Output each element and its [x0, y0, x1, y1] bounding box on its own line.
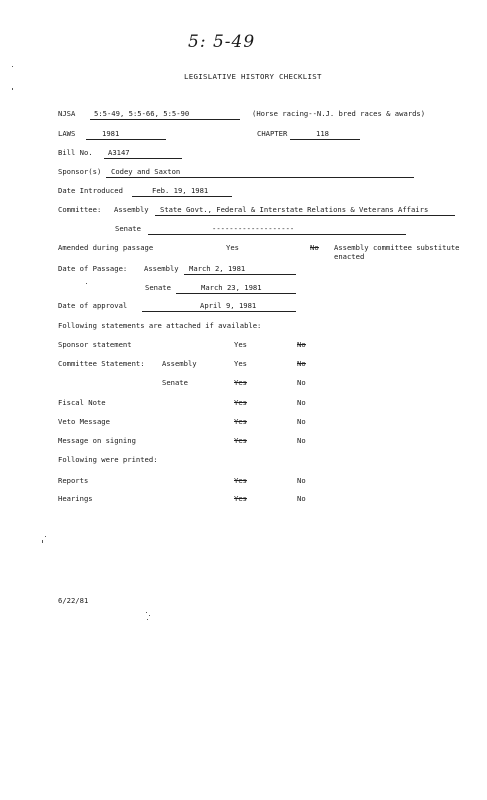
passage-assembly-value: March 2, 1981	[189, 264, 246, 273]
committee-assembly-label: Assembly	[114, 205, 149, 214]
bill-value: A3147	[108, 148, 130, 157]
committee-senate-value: -------------------	[212, 224, 295, 233]
chapter-value: 118	[316, 129, 329, 138]
handwritten-reference: 5: 5-49	[188, 32, 256, 52]
sponsor-statement-label: Sponsor statement	[58, 340, 132, 349]
fiscal-note-yes-text: Yes	[234, 398, 247, 407]
reports-label: Reports	[58, 476, 89, 485]
laws-label: LAWS	[58, 129, 76, 138]
date-introduced-label: Date Introduced	[58, 186, 123, 195]
scan-speck	[12, 88, 13, 90]
committee-statement-senate-label: Senate	[162, 378, 188, 387]
committee-assembly-value: State Govt., Federal & Interstate Relations & Veterans Affairs	[160, 205, 429, 214]
njsa-value: 5:5-49, 5:5-66, 5:5-90	[94, 109, 190, 118]
committee-statement-assembly-no-text: No	[297, 359, 306, 368]
passage-senate-value: March 23, 1981	[201, 283, 262, 292]
reports-no: No	[297, 476, 306, 485]
scan-speck	[147, 619, 148, 620]
reports-yes-text: Yes	[234, 476, 247, 485]
date-introduced-value: Feb. 19, 1981	[152, 186, 209, 195]
footer-date: 6/22/81	[58, 596, 89, 605]
veto-message-no: No	[297, 417, 306, 426]
passage-senate-underline	[176, 293, 296, 294]
amended-label: Amended during passage	[58, 243, 154, 252]
committee-statement-senate-no: No	[297, 378, 306, 387]
printed-header: Following were printed:	[58, 455, 158, 464]
passage-senate-label: Senate	[145, 283, 171, 292]
laws-value: 1981	[102, 129, 120, 138]
sponsor-statement-no-text: No	[297, 340, 306, 349]
hearings-label: Hearings	[58, 494, 93, 503]
statements-header: Following statements are attached if available:	[58, 321, 262, 330]
date-introduced-underline	[132, 196, 232, 197]
committee-statement-label: Committee Statement:	[58, 359, 145, 368]
committee-statement-assembly-no	[297, 360, 306, 367]
amended-no-text: No	[310, 243, 319, 252]
committee-statement-assembly-yes: Yes	[234, 359, 247, 368]
fiscal-note-no: No	[297, 398, 306, 407]
veto-message-yes-text: Yes	[234, 417, 247, 426]
hearings-yes-text: Yes	[234, 494, 247, 503]
veto-message-label: Veto Message	[58, 417, 110, 426]
approval-underline	[142, 311, 296, 312]
approval-label: Date of approval	[58, 301, 128, 310]
chapter-label: CHAPTER	[257, 129, 288, 138]
amended-note-line2: enacted	[334, 252, 365, 261]
passage-assembly-label: Assembly	[144, 264, 179, 273]
committee-statement-assembly-label: Assembly	[162, 359, 197, 368]
hearings-yes	[234, 495, 247, 502]
amended-no	[310, 244, 319, 251]
page-title: LEGISLATIVE HISTORY CHECKLIST	[184, 72, 322, 81]
committee-statement-senate-yes-text: Yes	[234, 378, 247, 387]
committee-label: Committee:	[58, 205, 102, 214]
sponsor-statement-yes: Yes	[234, 340, 247, 349]
sponsors-value: Codey and Saxton	[111, 167, 181, 176]
committee-assembly-underline	[155, 215, 455, 216]
laws-underline	[86, 139, 166, 140]
bill-label: Bill No.	[58, 148, 93, 157]
passage-label: Date of Passage:	[58, 264, 128, 273]
sponsors-label: Sponsor(s)	[58, 167, 102, 176]
amended-yes: Yes	[226, 243, 239, 252]
approval-value: April 9, 1981	[200, 301, 257, 310]
njsa-note: (Horse racing--N.J. bred races & awards)	[252, 109, 426, 118]
message-signing-yes	[234, 437, 247, 444]
sponsor-statement-no	[297, 341, 306, 348]
scan-speck	[45, 536, 46, 537]
reports-yes	[234, 477, 247, 484]
chapter-underline	[290, 139, 360, 140]
message-signing-no: No	[297, 436, 306, 445]
scan-speck	[146, 612, 147, 613]
committee-senate-label: Senate	[115, 224, 141, 233]
bill-underline	[104, 158, 182, 159]
committee-senate-underline	[148, 234, 406, 235]
message-signing-label: Message on signing	[58, 436, 136, 445]
veto-message-yes	[234, 418, 247, 425]
fiscal-note-yes	[234, 399, 247, 406]
fiscal-note-label: Fiscal Note	[58, 398, 106, 407]
njsa-label: NJSA	[58, 109, 76, 118]
njsa-underline	[90, 119, 240, 120]
sponsors-underline	[106, 177, 414, 178]
hearings-no: No	[297, 494, 306, 503]
passage-assembly-underline	[184, 274, 296, 275]
message-signing-yes-text: Yes	[234, 436, 247, 445]
amended-note-line1: Assembly committee substitute	[334, 243, 460, 252]
scan-speck	[12, 66, 13, 67]
scan-speck	[42, 540, 43, 543]
scan-speck	[149, 615, 150, 616]
scan-speck	[86, 283, 87, 284]
committee-statement-senate-yes	[234, 379, 247, 386]
